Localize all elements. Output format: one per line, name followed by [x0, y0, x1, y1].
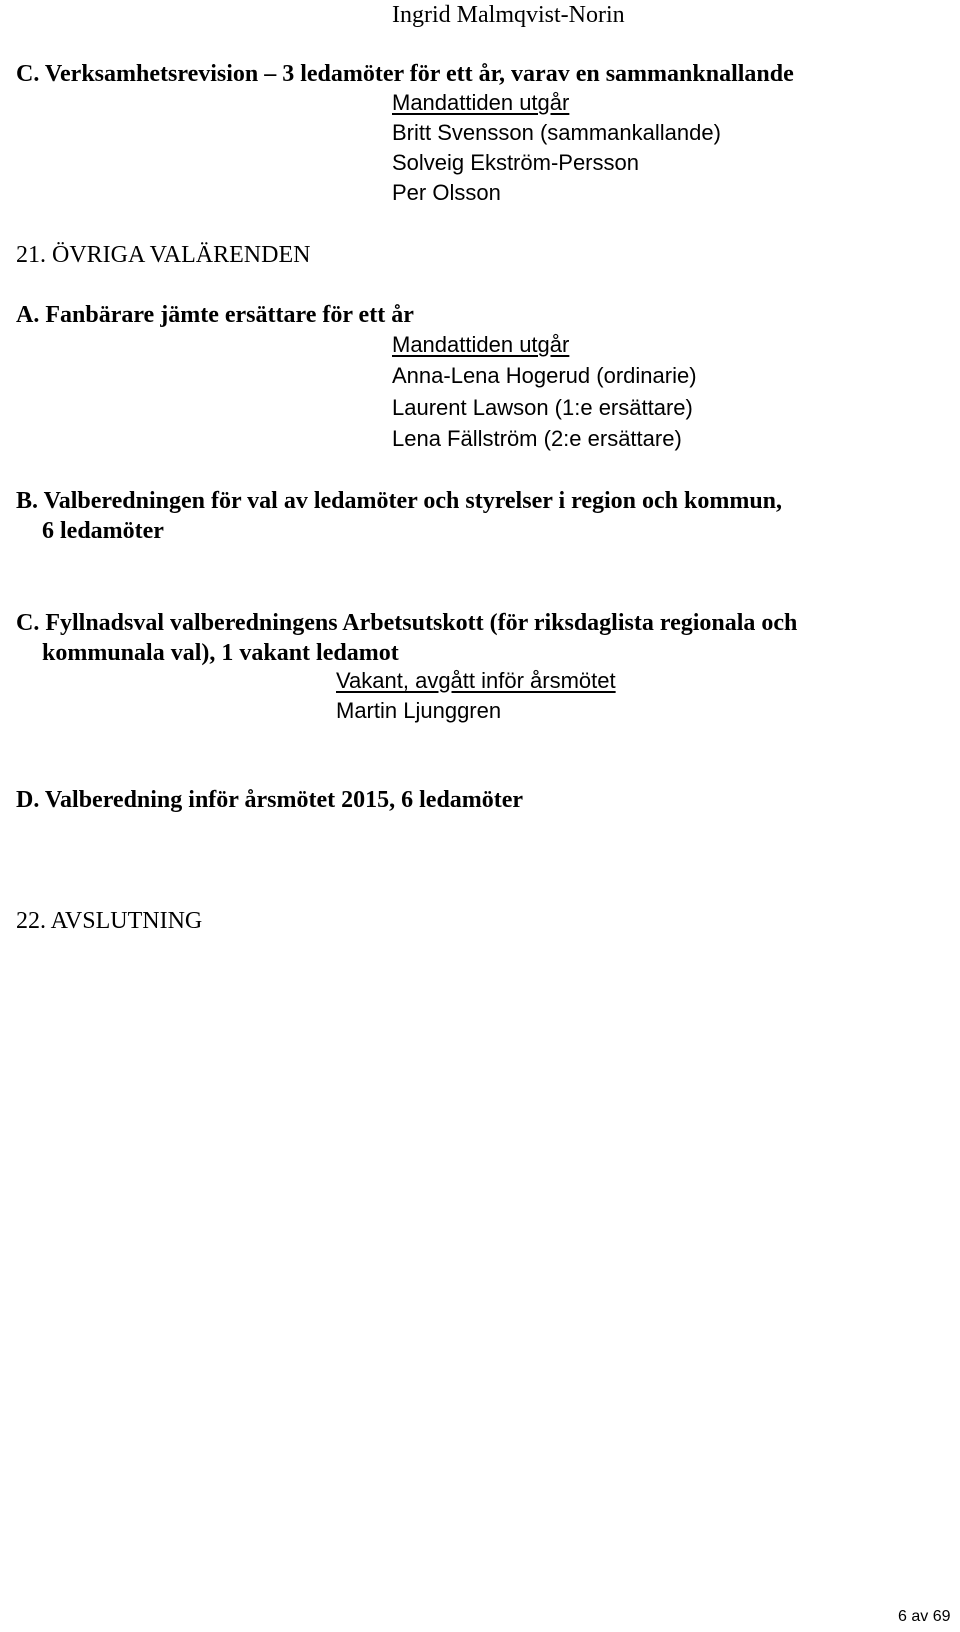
- heading-valberedningen-cont: 6 ledamöter: [42, 518, 164, 544]
- member-anna-lena-hogerud: Anna-Lena Hogerud (ordinarie): [392, 363, 697, 388]
- member-martin-ljunggren: Martin Ljunggren: [336, 698, 502, 723]
- member-laurent-lawson: Laurent Lawson (1:e ersättare): [392, 395, 693, 420]
- heading-fyllnadsval: C. Fyllnadsval valberedningens Arbetsutskott (för riksdaglista regionala och: [16, 610, 798, 636]
- name-ingrid-malmqvist-norin: Ingrid Malmqvist-Norin: [392, 2, 625, 28]
- member-britt-svensson: Britt Svensson (sammankallande): [392, 120, 721, 145]
- member-solveig-ekstrom-persson: Solveig Ekström-Persson: [392, 150, 639, 175]
- heading-verksamhetsrevision: C. Verksamhetsrevision – 3 ledamöter för ett år, varav en sammanknallande: [16, 61, 794, 87]
- heading-valberedning-2015: D. Valberedning inför årsmötet 2015, 6 ledamöter: [16, 787, 524, 813]
- page-number: 6 av 69: [898, 1608, 951, 1625]
- heading-valberedningen: B. Valberedningen för val av ledamöter och styrelser i region och kommun,: [16, 488, 783, 514]
- heading-fanbarare: A. Fanbärare jämte ersättare för ett år: [16, 302, 414, 328]
- term-label-fanbarare: Mandattiden utgår: [392, 332, 570, 357]
- vacancy-label: Vakant, avgått inför årsmötet: [336, 668, 616, 693]
- term-label-verksamhetsrevision: Mandattiden utgår: [392, 90, 570, 115]
- heading-ovriga-valarenden: 21. ÖVRIGA VALÄRENDEN: [16, 242, 311, 268]
- heading-avslutning: 22. AVSLUTNING: [16, 908, 203, 934]
- member-lena-fallstrom: Lena Fällström (2:e ersättare): [392, 426, 682, 451]
- heading-fyllnadsval-cont: kommunala val), 1 vakant ledamot: [42, 640, 399, 666]
- member-per-olsson: Per Olsson: [392, 180, 501, 205]
